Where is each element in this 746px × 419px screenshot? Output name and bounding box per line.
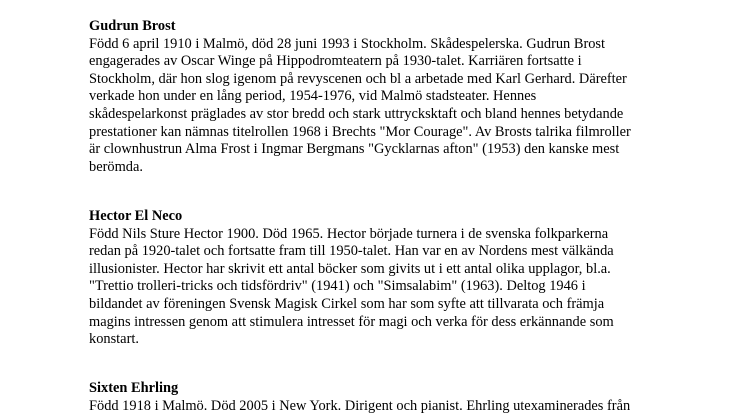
entry-text-line: Stockholm, där hon slog igenom på revyscenen och bl a arbetade med Karl Gerhard. Därefter [89,70,627,87]
entry-text-line: illusionister. Hector har skrivit ett antal böcker som givits ut i ett antal olika upplagor, bl.a. [89,260,611,277]
entry-text-line: konstart. [89,331,139,348]
entry-text-line: verkade hon under en lång period, 1954-1976, vid Malmö stadsteater. Hennes [89,88,537,105]
entry-text-line: redan på 1920-talet och fortsatte fram till 1950-talet. Han var en av Nordens mest välkända [89,243,614,260]
entry-name: Gudrun Brost [89,18,176,34]
biography-entry-sixten-ehrling [89,380,729,415]
entry-text-line: berömda. [89,158,143,175]
entry-text-line: magins intressen genom att stimulera intresset för magi och verka för dess erkännande som [89,313,614,330]
entry-text-line: Född 1918 i Malmö. Död 2005 i New York. Dirigent och pianist. Ehrling utexaminerades från [89,397,631,414]
entry-text-line: Född 6 april 1910 i Malmö, död 28 juni 1993 i Stockholm. Skådespelerska. Gudrun Brost [89,35,606,52]
entry-text-line: engagerades av Oscar Winge på Hippodromteatern på 1930-talet. Karriären fortsatte i [89,53,582,70]
biography-entry-hector-el-neco [89,208,729,349]
entry-name: Hector El Neco [89,208,183,224]
entry-text-line: Född Nils Sture Hector 1900. Död 1965. Hector började turnera i de svenska folkparkerna [89,225,609,242]
entry-name: Sixten Ehrling [89,380,179,396]
entry-text-line: är clownhustrun Alma Frost i Ingmar Bergmans "Gycklarnas afton" (1953) den kanske mest [89,141,620,158]
entry-text-line: skådespelarkonst präglades av stor bredd och stark uttrycksktaft och bland hennes betydande [89,105,624,122]
entry-text-line: "Trettio trolleri-tricks och tidsfördriv" (1941) och "Simsalabim" (1963). Deltog 1946 i [89,278,586,295]
entry-text-line: prestationer kan nämnas titelrollen 1968 i Brechts "Mor Courage". Av Brosts talrika filmroller [89,123,631,140]
biography-entry-gudrun-brost [89,18,729,176]
entry-text-line: bildandet av föreningen Svensk Magisk Cirkel som har som syfte att tillvarata och främja [89,295,605,312]
